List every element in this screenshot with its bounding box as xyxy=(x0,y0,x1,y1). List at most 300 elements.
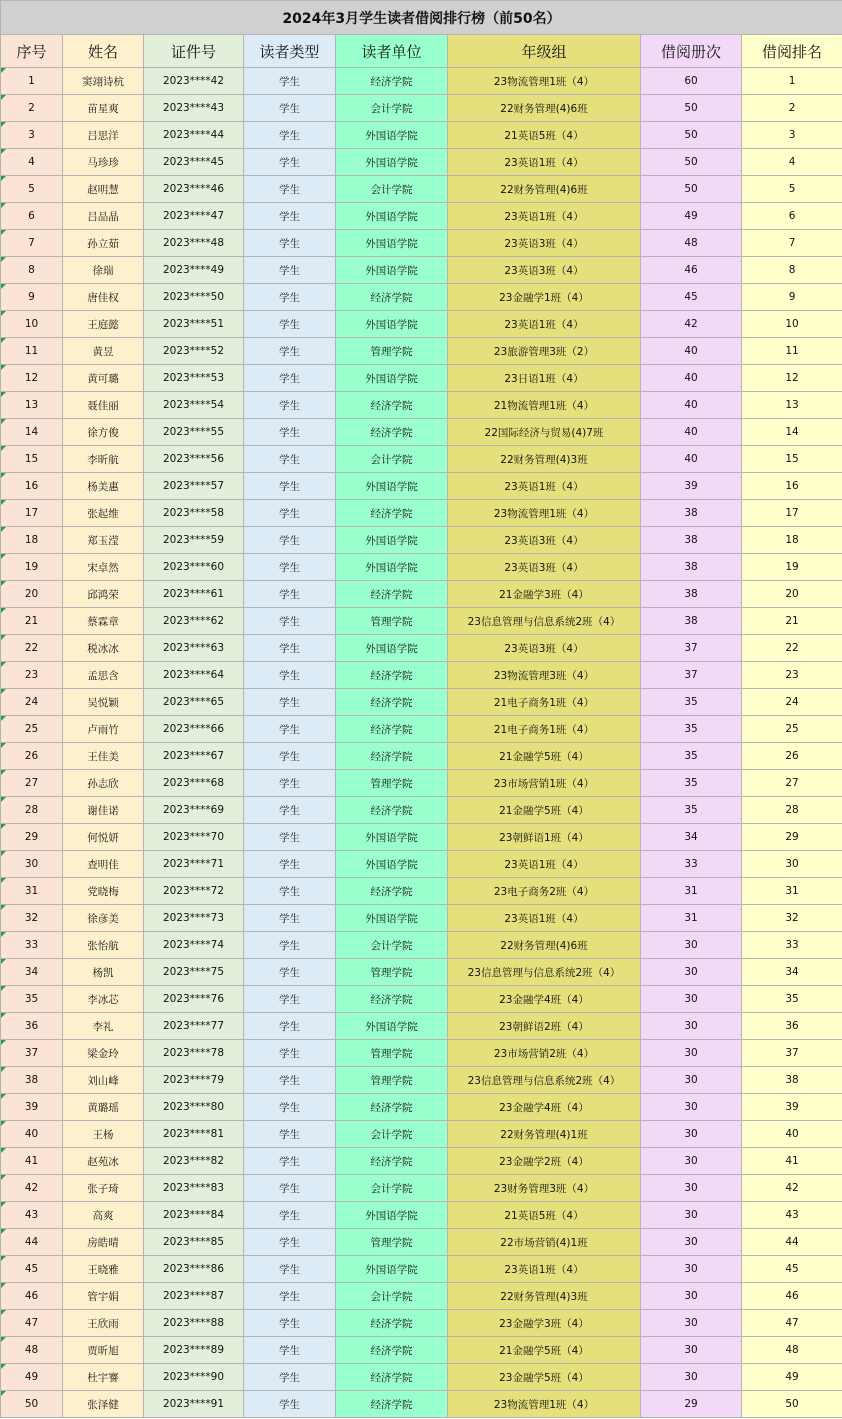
cell-borrow-rank[interactable]: 15 xyxy=(742,446,842,473)
cell-reader-type[interactable]: 学生 xyxy=(244,743,336,770)
cell-reader-type[interactable]: 学生 xyxy=(244,473,336,500)
cell-grade-group[interactable]: 23英语1班（4） xyxy=(448,203,641,230)
cell-borrow-count[interactable]: 60 xyxy=(641,68,742,95)
cell-id[interactable]: 2023****66 xyxy=(144,716,244,743)
cell-seq[interactable]: 21 xyxy=(1,608,63,635)
cell-id[interactable]: 2023****59 xyxy=(144,527,244,554)
cell-name[interactable]: 苗星爽 xyxy=(63,95,144,122)
cell-reader-unit[interactable]: 管理学院 xyxy=(336,338,448,365)
cell-seq[interactable]: 15 xyxy=(1,446,63,473)
cell-borrow-rank[interactable]: 8 xyxy=(742,257,842,284)
cell-reader-unit[interactable]: 会计学院 xyxy=(336,1121,448,1148)
cell-id[interactable]: 2023****42 xyxy=(144,68,244,95)
cell-reader-type[interactable]: 学生 xyxy=(244,959,336,986)
cell-borrow-count[interactable]: 30 xyxy=(641,959,742,986)
cell-seq[interactable]: 50 xyxy=(1,1391,63,1418)
cell-borrow-count[interactable]: 37 xyxy=(641,662,742,689)
cell-grade-group[interactable]: 23金融学3班（4） xyxy=(448,1310,641,1337)
cell-grade-group[interactable]: 23英语3班（4） xyxy=(448,554,641,581)
cell-grade-group[interactable]: 23物流管理3班（4） xyxy=(448,662,641,689)
cell-id[interactable]: 2023****83 xyxy=(144,1175,244,1202)
cell-id[interactable]: 2023****49 xyxy=(144,257,244,284)
cell-id[interactable]: 2023****84 xyxy=(144,1202,244,1229)
cell-grade-group[interactable]: 23英语1班（4） xyxy=(448,1256,641,1283)
cell-seq[interactable]: 14 xyxy=(1,419,63,446)
cell-reader-type[interactable]: 学生 xyxy=(244,1364,336,1391)
cell-borrow-count[interactable]: 29 xyxy=(641,1391,742,1418)
cell-grade-group[interactable]: 23英语3班（4） xyxy=(448,635,641,662)
cell-reader-unit[interactable]: 经济学院 xyxy=(336,500,448,527)
header-borrow-count[interactable]: 借阅册次 xyxy=(641,35,742,68)
cell-reader-unit[interactable]: 外国语学院 xyxy=(336,851,448,878)
cell-seq[interactable]: 48 xyxy=(1,1337,63,1364)
cell-borrow-count[interactable]: 31 xyxy=(641,878,742,905)
cell-seq[interactable]: 25 xyxy=(1,716,63,743)
cell-reader-unit[interactable]: 管理学院 xyxy=(336,1040,448,1067)
cell-grade-group[interactable]: 23朝鲜语2班（4） xyxy=(448,1013,641,1040)
cell-borrow-count[interactable]: 30 xyxy=(641,1094,742,1121)
cell-id[interactable]: 2023****89 xyxy=(144,1337,244,1364)
cell-name[interactable]: 张起维 xyxy=(63,500,144,527)
cell-reader-type[interactable]: 学生 xyxy=(244,1094,336,1121)
cell-id[interactable]: 2023****75 xyxy=(144,959,244,986)
cell-borrow-rank[interactable]: 1 xyxy=(742,68,842,95)
cell-borrow-count[interactable]: 45 xyxy=(641,284,742,311)
cell-grade-group[interactable]: 23英语3班（4） xyxy=(448,230,641,257)
cell-borrow-rank[interactable]: 36 xyxy=(742,1013,842,1040)
cell-reader-unit[interactable]: 外国语学院 xyxy=(336,257,448,284)
cell-reader-type[interactable]: 学生 xyxy=(244,1337,336,1364)
cell-borrow-rank[interactable]: 21 xyxy=(742,608,842,635)
cell-reader-type[interactable]: 学生 xyxy=(244,68,336,95)
cell-id[interactable]: 2023****45 xyxy=(144,149,244,176)
cell-reader-type[interactable]: 学生 xyxy=(244,1229,336,1256)
cell-seq[interactable]: 34 xyxy=(1,959,63,986)
header-grade-group[interactable]: 年级组 xyxy=(448,35,641,68)
cell-borrow-rank[interactable]: 22 xyxy=(742,635,842,662)
cell-borrow-rank[interactable]: 43 xyxy=(742,1202,842,1229)
cell-seq[interactable]: 7 xyxy=(1,230,63,257)
cell-reader-unit[interactable]: 会计学院 xyxy=(336,446,448,473)
cell-borrow-rank[interactable]: 16 xyxy=(742,473,842,500)
cell-borrow-rank[interactable]: 28 xyxy=(742,797,842,824)
cell-reader-type[interactable]: 学生 xyxy=(244,1283,336,1310)
cell-seq[interactable]: 22 xyxy=(1,635,63,662)
cell-reader-type[interactable]: 学生 xyxy=(244,446,336,473)
cell-seq[interactable]: 29 xyxy=(1,824,63,851)
cell-name[interactable]: 李冰芯 xyxy=(63,986,144,1013)
cell-reader-unit[interactable]: 管理学院 xyxy=(336,1229,448,1256)
cell-name[interactable]: 张子琦 xyxy=(63,1175,144,1202)
cell-borrow-rank[interactable]: 13 xyxy=(742,392,842,419)
cell-grade-group[interactable]: 21电子商务1班（4） xyxy=(448,716,641,743)
cell-name[interactable]: 张泽健 xyxy=(63,1391,144,1418)
cell-borrow-count[interactable]: 40 xyxy=(641,338,742,365)
cell-name[interactable]: 吕品晶 xyxy=(63,203,144,230)
cell-reader-type[interactable]: 学生 xyxy=(244,95,336,122)
cell-seq[interactable]: 30 xyxy=(1,851,63,878)
cell-seq[interactable]: 9 xyxy=(1,284,63,311)
cell-borrow-rank[interactable]: 20 xyxy=(742,581,842,608)
cell-borrow-count[interactable]: 30 xyxy=(641,932,742,959)
cell-borrow-rank[interactable]: 29 xyxy=(742,824,842,851)
cell-id[interactable]: 2023****60 xyxy=(144,554,244,581)
cell-borrow-count[interactable]: 33 xyxy=(641,851,742,878)
cell-name[interactable]: 刘山峰 xyxy=(63,1067,144,1094)
cell-borrow-rank[interactable]: 14 xyxy=(742,419,842,446)
cell-grade-group[interactable]: 23市场营销1班（4） xyxy=(448,770,641,797)
cell-reader-unit[interactable]: 经济学院 xyxy=(336,743,448,770)
cell-name[interactable]: 李礼 xyxy=(63,1013,144,1040)
cell-name[interactable]: 税冰冰 xyxy=(63,635,144,662)
cell-seq[interactable]: 49 xyxy=(1,1364,63,1391)
cell-reader-type[interactable]: 学生 xyxy=(244,311,336,338)
cell-borrow-rank[interactable]: 6 xyxy=(742,203,842,230)
cell-id[interactable]: 2023****77 xyxy=(144,1013,244,1040)
cell-grade-group[interactable]: 23财务管理3班（4） xyxy=(448,1175,641,1202)
cell-name[interactable]: 徐方俊 xyxy=(63,419,144,446)
cell-reader-type[interactable]: 学生 xyxy=(244,392,336,419)
cell-reader-unit[interactable]: 经济学院 xyxy=(336,878,448,905)
cell-borrow-count[interactable]: 40 xyxy=(641,419,742,446)
cell-borrow-count[interactable]: 35 xyxy=(641,770,742,797)
cell-reader-type[interactable]: 学生 xyxy=(244,500,336,527)
cell-seq[interactable]: 38 xyxy=(1,1067,63,1094)
cell-id[interactable]: 2023****63 xyxy=(144,635,244,662)
cell-id[interactable]: 2023****85 xyxy=(144,1229,244,1256)
cell-seq[interactable]: 18 xyxy=(1,527,63,554)
cell-borrow-count[interactable]: 38 xyxy=(641,554,742,581)
cell-borrow-count[interactable]: 50 xyxy=(641,149,742,176)
cell-id[interactable]: 2023****90 xyxy=(144,1364,244,1391)
cell-borrow-count[interactable]: 30 xyxy=(641,1148,742,1175)
cell-reader-unit[interactable]: 经济学院 xyxy=(336,68,448,95)
cell-seq[interactable]: 39 xyxy=(1,1094,63,1121)
cell-borrow-count[interactable]: 30 xyxy=(641,1256,742,1283)
cell-borrow-count[interactable]: 35 xyxy=(641,743,742,770)
cell-id[interactable]: 2023****86 xyxy=(144,1256,244,1283)
cell-grade-group[interactable]: 23信息管理与信息系统2班（4） xyxy=(448,608,641,635)
cell-grade-group[interactable]: 23金融学4班（4） xyxy=(448,1094,641,1121)
cell-borrow-count[interactable]: 39 xyxy=(641,473,742,500)
cell-name[interactable]: 杜宇謇 xyxy=(63,1364,144,1391)
cell-name[interactable]: 杨美惠 xyxy=(63,473,144,500)
cell-grade-group[interactable]: 23物流管理1班（4） xyxy=(448,1391,641,1418)
cell-seq[interactable]: 2 xyxy=(1,95,63,122)
cell-reader-unit[interactable]: 外国语学院 xyxy=(336,1202,448,1229)
cell-borrow-rank[interactable]: 39 xyxy=(742,1094,842,1121)
cell-reader-unit[interactable]: 外国语学院 xyxy=(336,1256,448,1283)
cell-reader-unit[interactable]: 经济学院 xyxy=(336,986,448,1013)
cell-borrow-rank[interactable]: 3 xyxy=(742,122,842,149)
cell-reader-unit[interactable]: 外国语学院 xyxy=(336,149,448,176)
cell-borrow-rank[interactable]: 44 xyxy=(742,1229,842,1256)
cell-reader-unit[interactable]: 会计学院 xyxy=(336,95,448,122)
cell-name[interactable]: 贾昕旭 xyxy=(63,1337,144,1364)
cell-borrow-count[interactable]: 30 xyxy=(641,1067,742,1094)
cell-name[interactable]: 宋卓然 xyxy=(63,554,144,581)
cell-seq[interactable]: 44 xyxy=(1,1229,63,1256)
cell-borrow-rank[interactable]: 34 xyxy=(742,959,842,986)
cell-reader-unit[interactable]: 外国语学院 xyxy=(336,824,448,851)
cell-grade-group[interactable]: 23金融学1班（4） xyxy=(448,284,641,311)
header-reader-type[interactable]: 读者类型 xyxy=(244,35,336,68)
cell-id[interactable]: 2023****51 xyxy=(144,311,244,338)
cell-borrow-rank[interactable]: 26 xyxy=(742,743,842,770)
cell-reader-unit[interactable]: 会计学院 xyxy=(336,1175,448,1202)
cell-id[interactable]: 2023****57 xyxy=(144,473,244,500)
cell-reader-unit[interactable]: 经济学院 xyxy=(336,1094,448,1121)
cell-grade-group[interactable]: 23朝鲜语1班（4） xyxy=(448,824,641,851)
cell-grade-group[interactable]: 23金融学5班（4） xyxy=(448,1364,641,1391)
cell-borrow-rank[interactable]: 23 xyxy=(742,662,842,689)
cell-seq[interactable]: 16 xyxy=(1,473,63,500)
cell-name[interactable]: 梁金玲 xyxy=(63,1040,144,1067)
cell-reader-type[interactable]: 学生 xyxy=(244,527,336,554)
cell-name[interactable]: 王庭懿 xyxy=(63,311,144,338)
cell-grade-group[interactable]: 23英语3班（4） xyxy=(448,527,641,554)
cell-id[interactable]: 2023****81 xyxy=(144,1121,244,1148)
cell-seq[interactable]: 28 xyxy=(1,797,63,824)
cell-borrow-count[interactable]: 30 xyxy=(641,1040,742,1067)
cell-seq[interactable]: 24 xyxy=(1,689,63,716)
cell-grade-group[interactable]: 21物流管理1班（4） xyxy=(448,392,641,419)
cell-reader-type[interactable]: 学生 xyxy=(244,662,336,689)
cell-grade-group[interactable]: 22财务管理(4)6班 xyxy=(448,932,641,959)
cell-reader-unit[interactable]: 经济学院 xyxy=(336,797,448,824)
cell-borrow-rank[interactable]: 35 xyxy=(742,986,842,1013)
cell-id[interactable]: 2023****56 xyxy=(144,446,244,473)
cell-borrow-rank[interactable]: 45 xyxy=(742,1256,842,1283)
cell-seq[interactable]: 1 xyxy=(1,68,63,95)
cell-grade-group[interactable]: 23英语1班（4） xyxy=(448,311,641,338)
cell-grade-group[interactable]: 22财务管理(4)6班 xyxy=(448,95,641,122)
cell-borrow-rank[interactable]: 46 xyxy=(742,1283,842,1310)
cell-borrow-count[interactable]: 40 xyxy=(641,365,742,392)
cell-seq[interactable]: 47 xyxy=(1,1310,63,1337)
header-name[interactable]: 姓名 xyxy=(63,35,144,68)
cell-reader-type[interactable]: 学生 xyxy=(244,257,336,284)
cell-borrow-count[interactable]: 40 xyxy=(641,446,742,473)
cell-name[interactable]: 黄璐瑶 xyxy=(63,1094,144,1121)
cell-id[interactable]: 2023****71 xyxy=(144,851,244,878)
cell-name[interactable]: 蔡霖章 xyxy=(63,608,144,635)
cell-reader-type[interactable]: 学生 xyxy=(244,1175,336,1202)
cell-reader-unit[interactable]: 外国语学院 xyxy=(336,311,448,338)
cell-seq[interactable]: 43 xyxy=(1,1202,63,1229)
cell-grade-group[interactable]: 22财务管理(4)3班 xyxy=(448,1283,641,1310)
cell-borrow-count[interactable]: 30 xyxy=(641,1202,742,1229)
cell-borrow-count[interactable]: 30 xyxy=(641,986,742,1013)
cell-id[interactable]: 2023****64 xyxy=(144,662,244,689)
cell-name[interactable]: 杨凯 xyxy=(63,959,144,986)
cell-grade-group[interactable]: 23市场营销2班（4） xyxy=(448,1040,641,1067)
cell-reader-type[interactable]: 学生 xyxy=(244,203,336,230)
cell-borrow-count[interactable]: 30 xyxy=(641,1229,742,1256)
cell-seq[interactable]: 37 xyxy=(1,1040,63,1067)
cell-reader-unit[interactable]: 经济学院 xyxy=(336,1391,448,1418)
cell-name[interactable]: 王佳美 xyxy=(63,743,144,770)
cell-reader-type[interactable]: 学生 xyxy=(244,1067,336,1094)
cell-grade-group[interactable]: 23物流管理1班（4） xyxy=(448,68,641,95)
cell-borrow-rank[interactable]: 33 xyxy=(742,932,842,959)
cell-borrow-count[interactable]: 34 xyxy=(641,824,742,851)
cell-name[interactable]: 张怡航 xyxy=(63,932,144,959)
cell-id[interactable]: 2023****82 xyxy=(144,1148,244,1175)
cell-id[interactable]: 2023****76 xyxy=(144,986,244,1013)
cell-seq[interactable]: 33 xyxy=(1,932,63,959)
cell-name[interactable]: 赵苑冰 xyxy=(63,1148,144,1175)
cell-name[interactable]: 王欣雨 xyxy=(63,1310,144,1337)
cell-reader-type[interactable]: 学生 xyxy=(244,338,336,365)
cell-borrow-count[interactable]: 30 xyxy=(641,1310,742,1337)
cell-name[interactable]: 徐瑞 xyxy=(63,257,144,284)
cell-borrow-rank[interactable]: 32 xyxy=(742,905,842,932)
cell-reader-type[interactable]: 学生 xyxy=(244,716,336,743)
cell-reader-type[interactable]: 学生 xyxy=(244,635,336,662)
cell-borrow-rank[interactable]: 30 xyxy=(742,851,842,878)
cell-reader-type[interactable]: 学生 xyxy=(244,608,336,635)
cell-id[interactable]: 2023****43 xyxy=(144,95,244,122)
cell-grade-group[interactable]: 23信息管理与信息系统2班（4） xyxy=(448,1067,641,1094)
cell-reader-type[interactable]: 学生 xyxy=(244,851,336,878)
cell-borrow-rank[interactable]: 38 xyxy=(742,1067,842,1094)
cell-borrow-rank[interactable]: 4 xyxy=(742,149,842,176)
cell-grade-group[interactable]: 21金融学3班（4） xyxy=(448,581,641,608)
cell-borrow-rank[interactable]: 24 xyxy=(742,689,842,716)
cell-borrow-rank[interactable]: 49 xyxy=(742,1364,842,1391)
cell-reader-unit[interactable]: 经济学院 xyxy=(336,419,448,446)
cell-grade-group[interactable]: 23英语1班（4） xyxy=(448,851,641,878)
cell-reader-type[interactable]: 学生 xyxy=(244,1202,336,1229)
cell-seq[interactable]: 27 xyxy=(1,770,63,797)
cell-borrow-count[interactable]: 30 xyxy=(641,1337,742,1364)
cell-reader-unit[interactable]: 外国语学院 xyxy=(336,554,448,581)
cell-reader-unit[interactable]: 经济学院 xyxy=(336,689,448,716)
cell-borrow-count[interactable]: 38 xyxy=(641,500,742,527)
cell-borrow-count[interactable]: 50 xyxy=(641,95,742,122)
cell-id[interactable]: 2023****70 xyxy=(144,824,244,851)
cell-reader-unit[interactable]: 外国语学院 xyxy=(336,473,448,500)
cell-borrow-count[interactable]: 38 xyxy=(641,527,742,554)
cell-id[interactable]: 2023****46 xyxy=(144,176,244,203)
cell-reader-type[interactable]: 学生 xyxy=(244,365,336,392)
cell-id[interactable]: 2023****87 xyxy=(144,1283,244,1310)
cell-reader-type[interactable]: 学生 xyxy=(244,419,336,446)
cell-name[interactable]: 唐佳权 xyxy=(63,284,144,311)
cell-borrow-count[interactable]: 35 xyxy=(641,797,742,824)
cell-grade-group[interactable]: 21英语5班（4） xyxy=(448,122,641,149)
cell-grade-group[interactable]: 23日语1班（4） xyxy=(448,365,641,392)
cell-name[interactable]: 黄可璐 xyxy=(63,365,144,392)
cell-borrow-count[interactable]: 42 xyxy=(641,311,742,338)
cell-name[interactable]: 孙志欣 xyxy=(63,770,144,797)
cell-grade-group[interactable]: 23电子商务2班（4） xyxy=(448,878,641,905)
cell-seq[interactable]: 17 xyxy=(1,500,63,527)
cell-grade-group[interactable]: 22财务管理(4)3班 xyxy=(448,446,641,473)
cell-borrow-rank[interactable]: 42 xyxy=(742,1175,842,1202)
cell-seq[interactable]: 32 xyxy=(1,905,63,932)
cell-name[interactable]: 窦翊诗杭 xyxy=(63,68,144,95)
cell-seq[interactable]: 46 xyxy=(1,1283,63,1310)
cell-seq[interactable]: 4 xyxy=(1,149,63,176)
cell-grade-group[interactable]: 23英语1班（4） xyxy=(448,473,641,500)
cell-borrow-rank[interactable]: 41 xyxy=(742,1148,842,1175)
cell-id[interactable]: 2023****53 xyxy=(144,365,244,392)
cell-seq[interactable]: 35 xyxy=(1,986,63,1013)
cell-seq[interactable]: 26 xyxy=(1,743,63,770)
cell-reader-unit[interactable]: 会计学院 xyxy=(336,932,448,959)
cell-borrow-count[interactable]: 38 xyxy=(641,608,742,635)
cell-reader-unit[interactable]: 经济学院 xyxy=(336,662,448,689)
cell-reader-type[interactable]: 学生 xyxy=(244,122,336,149)
cell-name[interactable]: 吕思洋 xyxy=(63,122,144,149)
cell-reader-unit[interactable]: 经济学院 xyxy=(336,284,448,311)
header-borrow-rank[interactable]: 借阅排名 xyxy=(742,35,842,68)
cell-reader-type[interactable]: 学生 xyxy=(244,284,336,311)
cell-reader-unit[interactable]: 经济学院 xyxy=(336,1148,448,1175)
cell-id[interactable]: 2023****54 xyxy=(144,392,244,419)
cell-reader-unit[interactable]: 经济学院 xyxy=(336,392,448,419)
cell-borrow-count[interactable]: 35 xyxy=(641,689,742,716)
cell-borrow-rank[interactable]: 2 xyxy=(742,95,842,122)
cell-borrow-count[interactable]: 46 xyxy=(641,257,742,284)
cell-reader-type[interactable]: 学生 xyxy=(244,230,336,257)
cell-borrow-count[interactable]: 50 xyxy=(641,122,742,149)
cell-borrow-rank[interactable]: 18 xyxy=(742,527,842,554)
cell-id[interactable]: 2023****80 xyxy=(144,1094,244,1121)
cell-grade-group[interactable]: 21金融学5班（4） xyxy=(448,797,641,824)
cell-reader-unit[interactable]: 外国语学院 xyxy=(336,1013,448,1040)
header-id[interactable]: 证件号 xyxy=(144,35,244,68)
cell-reader-type[interactable]: 学生 xyxy=(244,932,336,959)
cell-name[interactable]: 郑玉滢 xyxy=(63,527,144,554)
cell-reader-unit[interactable]: 会计学院 xyxy=(336,176,448,203)
cell-borrow-rank[interactable]: 12 xyxy=(742,365,842,392)
cell-reader-unit[interactable]: 外国语学院 xyxy=(336,122,448,149)
cell-borrow-count[interactable]: 49 xyxy=(641,203,742,230)
cell-borrow-rank[interactable]: 11 xyxy=(742,338,842,365)
cell-reader-unit[interactable]: 外国语学院 xyxy=(336,905,448,932)
cell-seq[interactable]: 3 xyxy=(1,122,63,149)
cell-grade-group[interactable]: 23信息管理与信息系统2班（4） xyxy=(448,959,641,986)
cell-borrow-rank[interactable]: 25 xyxy=(742,716,842,743)
cell-reader-type[interactable]: 学生 xyxy=(244,878,336,905)
cell-borrow-count[interactable]: 30 xyxy=(641,1121,742,1148)
cell-reader-unit[interactable]: 管理学院 xyxy=(336,770,448,797)
cell-id[interactable]: 2023****88 xyxy=(144,1310,244,1337)
cell-name[interactable]: 黄昱 xyxy=(63,338,144,365)
cell-id[interactable]: 2023****48 xyxy=(144,230,244,257)
cell-borrow-rank[interactable]: 19 xyxy=(742,554,842,581)
cell-borrow-rank[interactable]: 40 xyxy=(742,1121,842,1148)
cell-borrow-count[interactable]: 50 xyxy=(641,176,742,203)
cell-reader-type[interactable]: 学生 xyxy=(244,1121,336,1148)
cell-borrow-rank[interactable]: 37 xyxy=(742,1040,842,1067)
cell-seq[interactable]: 36 xyxy=(1,1013,63,1040)
cell-reader-unit[interactable]: 会计学院 xyxy=(336,1283,448,1310)
header-reader-unit[interactable]: 读者单位 xyxy=(336,35,448,68)
cell-reader-type[interactable]: 学生 xyxy=(244,149,336,176)
cell-borrow-count[interactable]: 38 xyxy=(641,581,742,608)
cell-seq[interactable]: 5 xyxy=(1,176,63,203)
cell-reader-unit[interactable]: 管理学院 xyxy=(336,608,448,635)
cell-reader-type[interactable]: 学生 xyxy=(244,1040,336,1067)
cell-seq[interactable]: 8 xyxy=(1,257,63,284)
cell-borrow-count[interactable]: 30 xyxy=(641,1175,742,1202)
cell-borrow-rank[interactable]: 10 xyxy=(742,311,842,338)
cell-id[interactable]: 2023****91 xyxy=(144,1391,244,1418)
